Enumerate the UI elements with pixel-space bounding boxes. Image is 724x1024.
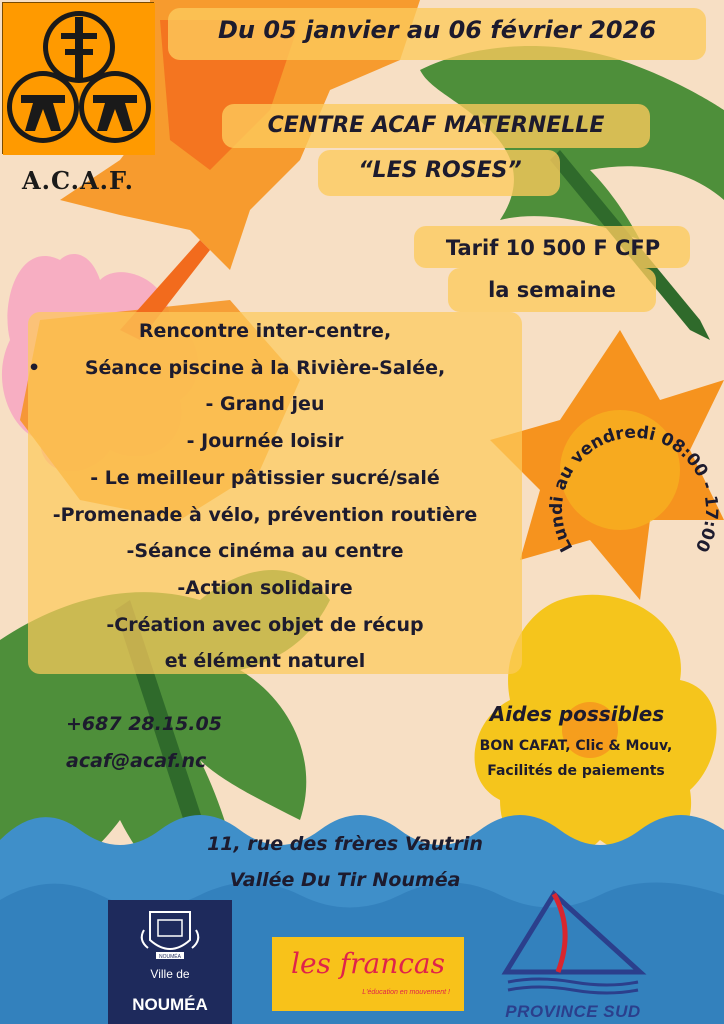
acaf-emblem-icon: [3, 3, 155, 155]
center-name-line2: “LES ROSES”: [358, 158, 522, 183]
address-line2: Vallée Du Tir Nouméa: [229, 869, 461, 891]
list-item: -Promenade à vélo, prévention routière: [52, 503, 478, 526]
price-line2: la semaine: [488, 278, 616, 302]
les-francas-logo: [272, 937, 464, 1011]
svg-text:Lundi au vendredi 08:00 - 17:0: [547, 423, 721, 556]
activities-list: [0, 313, 530, 680]
list-item: -Séance cinéma au centre: [126, 540, 404, 563]
schedule-text: Lundi au vendredi 08:00 - 17:00: [546, 422, 722, 556]
address-line1: 11, rue des frères Vautrin: [207, 833, 483, 855]
email-address[interactable]: acaf@acaf.nc: [66, 750, 207, 772]
noumea-crest-icon: [108, 900, 232, 970]
list-item-text: Séance piscine à la Rivière-Salée,: [84, 356, 446, 379]
francas-tagline: L'éducation en mouvement !: [362, 989, 450, 996]
date-range: Du 05 janvier au 06 février 2026: [217, 16, 657, 44]
phone-number[interactable]: +687 28.15.05: [66, 713, 222, 735]
province-sud-logo: [488, 890, 658, 1024]
address-block: [150, 826, 540, 898]
noumea-crest-label: NOUMÉA: [159, 954, 181, 960]
noumea-logo-small-text: Ville de: [150, 967, 190, 981]
list-item: - Le meilleur pâtissier sucré/salé: [90, 466, 440, 489]
aides-line1: BON CAFAT, Clic & Mouv,: [479, 738, 673, 754]
acaf-logo-text: A.C.A.F.: [22, 166, 134, 195]
aides-line2: Facilités de paiements: [487, 763, 665, 779]
list-item: -Création avec objet de récup: [106, 613, 424, 636]
list-item: - Journée loisir: [186, 430, 344, 453]
center-name-line1: CENTRE ACAF MATERNELLE: [267, 113, 605, 138]
bullet: •: [28, 356, 41, 379]
aides-title: Aides possibles: [489, 702, 665, 726]
list-item: Rencontre inter-centre,: [138, 320, 392, 342]
schedule-curved-text: [545, 408, 724, 588]
list-item: - Grand jeu: [205, 393, 325, 416]
list-item: -Action solidaire: [177, 576, 353, 599]
francas-name: les francas: [290, 947, 445, 980]
ville-de-noumea-logo: [108, 900, 232, 1024]
province-sud-text: PROVINCE SUD: [505, 1002, 641, 1021]
list-item: et élément naturel: [164, 650, 366, 673]
contact-block: [66, 706, 256, 780]
acaf-logo: [2, 2, 154, 154]
price-line1: Tarif 10 500 F CFP: [445, 236, 661, 260]
noumea-logo-big-text: NOUMÉA: [132, 995, 208, 1014]
list-item: [0, 350, 530, 387]
province-sud-sail-icon: [488, 890, 658, 1002]
